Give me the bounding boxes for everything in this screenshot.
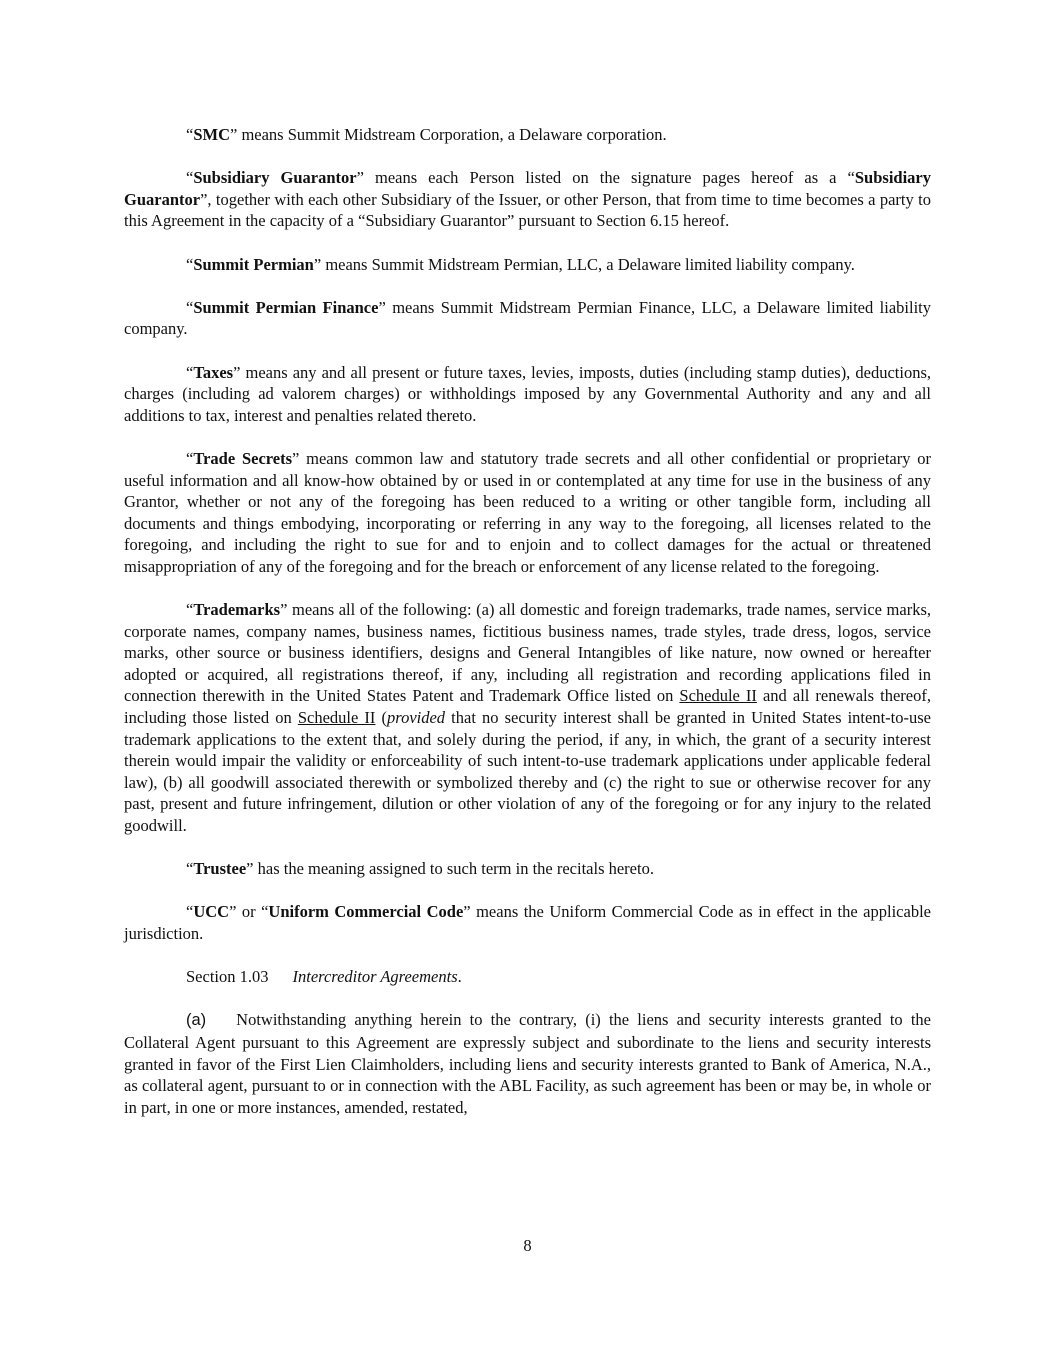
close-quote: ” (280, 600, 288, 620)
section-heading (124, 966, 931, 988)
defined-term: Summit Permian Finance (193, 297, 379, 317)
definition-taxes (124, 362, 931, 427)
defined-term-repeat: Subsidiary Guarantor (124, 168, 931, 209)
definition-text-continued: ”, together with each other Subsidiary of the Issuer, or other Person, that from time to time becomes a party to this Agreement in the capacity of a “Subsidiary Guarantor” pursuant to Section 6.15 hereof. (124, 189, 931, 231)
open-quote: “ (186, 168, 194, 188)
defined-term: Taxes (193, 362, 234, 382)
close-quote: ” (230, 125, 238, 144)
close-quote: ” (246, 859, 254, 879)
close-quote: ” (378, 297, 386, 317)
open-quote: “ (186, 448, 194, 468)
open-quote: “ (186, 362, 194, 382)
section-title: Intercreditor Agreements (292, 967, 458, 987)
definition-text: means Summit Midstream Permian Finance, LLC, a Delaware limited liability company. (124, 297, 931, 339)
open-quote: “ (186, 297, 194, 317)
defined-term: UCC (193, 902, 230, 922)
open-quote: “ (186, 902, 194, 922)
defined-term: Trade Secrets (193, 448, 293, 468)
clause-label: (a) (186, 1011, 207, 1030)
open-quote: “ (186, 600, 194, 620)
document-page (124, 124, 931, 1118)
defined-term: Summit Permian (193, 254, 314, 274)
definition-text: has the meaning assigned to such term in the recitals hereto. (253, 859, 654, 879)
open-quote: “ (186, 254, 194, 274)
definition-text: means Summit Midstream Permian, LLC, a Delaware limited liability company. (321, 254, 855, 274)
close-quote: ” (292, 448, 300, 468)
definition-trustee (124, 858, 931, 880)
close-quote: ” (356, 168, 364, 188)
clause-a (124, 1009, 931, 1118)
section-number: Section 1.03 (186, 967, 269, 987)
page-number: 8 (523, 1236, 532, 1255)
definition-text: means Summit Midstream Corporation, a Delaware corporation. (237, 125, 667, 144)
open-quote: “ (186, 125, 194, 144)
definition-text-continued: that no security interest shall be granted in United States intent-to-use trademark applications to the extent that, and solely during the period, if any, in which, the grant of a security interest therein would impair the validity or enforceability of such intent-to-use trademark applications under applicable federal law), (b) all goodwill associated therewith or symbolized thereby and (c) the right to sue or otherwise recover for any past, present and future infringement, dilution or other violation of any of the foregoing or for any injury to the related goodwill. (124, 708, 931, 835)
definition-text: means each Person listed on the signature pages hereof as a “ (363, 168, 855, 188)
close-quote: ” (233, 362, 241, 382)
schedule-ii-reference: Schedule II (297, 708, 376, 728)
definition-ucc (124, 901, 931, 944)
definition-subsidiary-guarantor (124, 167, 931, 232)
quote-or-quote: ” or “ (229, 902, 269, 922)
defined-term: SMC (193, 125, 230, 144)
definition-text: means common law and statutory trade secrets and all other confidential or proprietary or useful information and all know-how obtained by or used in or contemplated at any time for use in the business of any Grantor, whether or not any of the foregoing has been reduced to a writing or other tangible form, including all documents and things embodying, incorporating or referring in any way to the foregoing, all licenses related to the foregoing, and including the right to sue for and to enjoin and to collect damages for the actual or threatened misappropriation of any of the foregoing and for the breach or enforcement of any license related to the foregoing. (124, 448, 931, 576)
schedule-ii-reference: Schedule II (679, 686, 757, 706)
definition-text: means any and all present or future taxes, levies, imposts, duties (including stamp duties), deductions, charges (including ad valorem charges) or withholdings imposed by any Governmental Authority and any and all additions to tax, interest and penalties related thereto. (124, 362, 931, 425)
clause-text: Notwithstanding anything herein to the contrary, (i) the liens and security interests granted to the Collateral Agent pursuant to this Agreement are expressly subject and subordinate to the liens and security interests granted in favor of the First Lien Claimholders, including liens and security interests granted to Bank of America, N.A., as collateral agent, pursuant to or in connection with the ABL Facility, as such agreement has been or may be, in whole or in part, in one or more instances, amended, restated, (124, 1010, 931, 1117)
definition-text-continued: ( (375, 708, 388, 728)
definition-smc (124, 124, 931, 146)
definition-summit-permian-finance (124, 297, 931, 340)
close-quote: ” (463, 902, 471, 922)
defined-term-alternate: Uniform Commercial Code (268, 902, 464, 922)
defined-term: Trustee (193, 859, 247, 879)
open-quote: “ (186, 859, 194, 879)
close-quote: ” (313, 254, 322, 274)
definition-trade-secrets (124, 448, 931, 578)
defined-term: Trademarks (193, 600, 281, 620)
definition-trademarks (124, 599, 931, 837)
section-title-period: . (457, 967, 462, 987)
definition-text: means all of the following: (a) all domestic and foreign trademarks, trade names, service marks, corporate names, company names, business names, fictitious business names, trade styles, trade dress, logos, service marks, other source or business identifiers, designs and General Intangibles of like nature, now owned or hereafter adopted or acquired, all registrations thereof, if any, including all registration and recording applications filed in connection therewith in the United States Patent and Trademark Office listed on (124, 600, 931, 706)
defined-term: Subsidiary Guarantor (193, 168, 357, 188)
definition-text-continued: and all renewals thereof, including those listed on (124, 686, 931, 728)
definition-text: means the Uniform Commercial Code as in effect in the applicable jurisdiction. (124, 902, 931, 943)
definition-summit-permian (124, 254, 931, 276)
provided-term: provided (387, 708, 446, 728)
